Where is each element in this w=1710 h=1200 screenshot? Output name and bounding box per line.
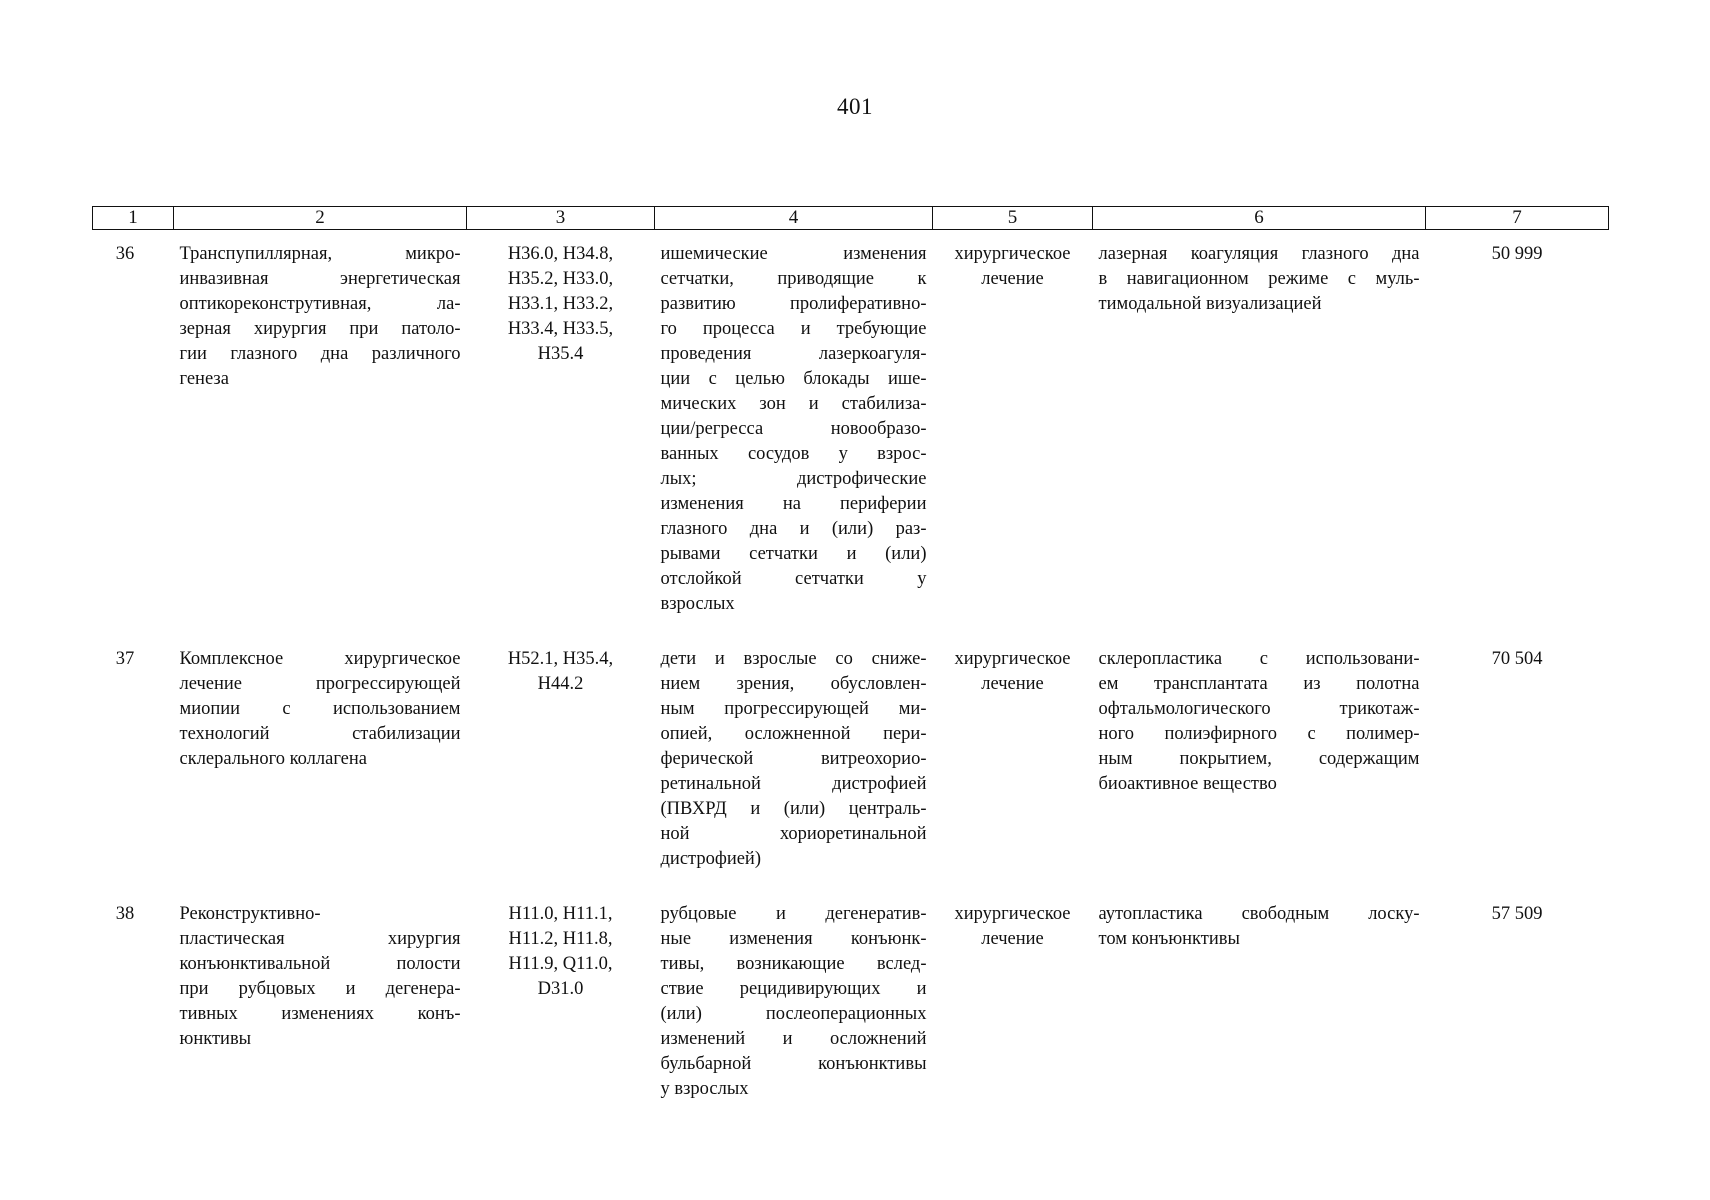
treatment-line: лечение xyxy=(981,674,1044,694)
name-line: при рубцовых и дегенера- xyxy=(179,979,461,999)
page-number: 401 xyxy=(837,94,873,119)
patient-line: сетчатки, приводящие к xyxy=(660,269,927,289)
treatment-method xyxy=(1093,230,1426,636)
patient-line: ретинальной дистрофией xyxy=(660,774,927,794)
name-line: Реконструктивно- xyxy=(179,904,321,924)
name-line: конъюнктивальной полости xyxy=(179,954,461,974)
method-line: офтальмологического трикотаж- xyxy=(1098,699,1420,719)
care-type-name xyxy=(174,635,467,890)
patient-line: бульбарной конъюнктивы xyxy=(660,1054,927,1074)
codes-line: H33.4, H33.5, xyxy=(507,319,614,339)
table-row xyxy=(93,890,1609,1120)
name-line: гии глазного дна различного xyxy=(179,344,461,364)
patient-line: изменения на периферии xyxy=(660,494,927,514)
name-line: пластическая хирургия xyxy=(179,929,461,949)
name-line: инвазивная энергетическая xyxy=(179,269,461,289)
method-line: в навигационном режиме с муль- xyxy=(1098,269,1420,289)
name-line: тивных изменениях конъ- xyxy=(179,1004,461,1024)
patient-line: у взрослых xyxy=(660,1079,749,1099)
patient-line: ции/регресса новообразо- xyxy=(660,419,927,439)
method-line: ного полиэфирного с полимер- xyxy=(1098,724,1420,744)
header-col-5: 5 xyxy=(933,207,1093,230)
name-line: миопии с использованием xyxy=(179,699,461,719)
patient-line: ферической витреохорио- xyxy=(660,749,927,769)
patient-line: лых; дистрофические xyxy=(660,469,927,489)
patient-line: (или) послеоперационных xyxy=(660,1004,927,1024)
name-line: генеза xyxy=(179,369,229,389)
name-line: склерального коллагена xyxy=(179,749,367,769)
table-header-row xyxy=(93,207,1609,230)
patient-line: ции с целью блокады ише- xyxy=(660,369,927,389)
header-col-1: 1 xyxy=(93,207,174,230)
patient-line: (ПВХРД и (или) централь- xyxy=(660,799,927,819)
patient-line: развитию пролиферативно- xyxy=(660,294,927,314)
patient-line: рывами сетчатки и (или) xyxy=(660,544,927,564)
method-line: тимодальной визуализацией xyxy=(1098,294,1322,314)
treatment-type xyxy=(933,635,1093,890)
treatment-line: лечение xyxy=(981,269,1044,289)
standard-cost: 50 999 xyxy=(1491,244,1543,264)
icd-codes xyxy=(467,230,655,636)
treatment-line: хирургическое xyxy=(954,649,1071,669)
row-number: 38 xyxy=(115,904,135,924)
codes-line: H35.2, H33.0, xyxy=(507,269,614,289)
patient-line: отслойкой сетчатки у xyxy=(660,569,927,589)
row-number: 37 xyxy=(115,649,135,669)
codes-line: H11.2, H11.8, xyxy=(508,929,613,949)
patient-line: го процесса и требующие xyxy=(660,319,927,339)
method-line: аутопластика свободным лоску- xyxy=(1098,904,1420,924)
treatment-type xyxy=(933,890,1093,1120)
codes-line: H35.4 xyxy=(537,344,584,364)
icd-codes xyxy=(467,890,655,1120)
care-type-name xyxy=(174,230,467,636)
treatment-line: хирургическое xyxy=(954,244,1071,264)
codes-line: H52.1, H35.4, xyxy=(507,649,614,669)
treatment-line: хирургическое xyxy=(954,904,1071,924)
codes-line: H36.0, H34.8, xyxy=(507,244,614,264)
patient-line: дети и взрослые со сниже- xyxy=(660,649,927,669)
treatment-line: лечение xyxy=(981,929,1044,949)
standard-cost: 70 504 xyxy=(1491,649,1543,669)
header-col-3: 3 xyxy=(467,207,655,230)
patient-line: тивы, возникающие вслед- xyxy=(660,954,927,974)
care-type-name xyxy=(174,890,467,1120)
patient-line: глазного дна и (или) раз- xyxy=(660,519,927,539)
patient-line: изменений и осложнений xyxy=(660,1029,927,1049)
patient-model xyxy=(655,635,933,890)
method-line: биоактивное вещество xyxy=(1098,774,1277,794)
header-col-6: 6 xyxy=(1093,207,1426,230)
codes-line: H33.1, H33.2, xyxy=(507,294,614,314)
patient-line: рубцовые и дегенератив- xyxy=(660,904,927,924)
standard-cost: 57 509 xyxy=(1491,904,1543,924)
method-line: лазерная коагуляция глазного дна xyxy=(1098,244,1420,264)
method-line: ным покрытием, содержащим xyxy=(1098,749,1420,769)
patient-model xyxy=(655,890,933,1120)
name-line: технологий стабилизации xyxy=(179,724,461,744)
patient-line: ишемические изменения xyxy=(660,244,927,264)
patient-line: дистрофией) xyxy=(660,849,761,869)
header-col-4: 4 xyxy=(655,207,933,230)
table-body xyxy=(93,230,1609,1121)
name-line: Комплексное хирургическое xyxy=(179,649,461,669)
header-col-2: 2 xyxy=(174,207,467,230)
patient-line: взрослых xyxy=(660,594,735,614)
patient-line: ванных сосудов у взрос- xyxy=(660,444,927,464)
method-line: том конъюнктивы xyxy=(1098,929,1240,949)
patient-model xyxy=(655,230,933,636)
patient-line: ной хориоретинальной xyxy=(660,824,927,844)
codes-line: H44.2 xyxy=(537,674,584,694)
row-number: 36 xyxy=(115,244,135,264)
name-line: оптикореконструтивная, ла- xyxy=(179,294,461,314)
patient-line: ствие рецидивирующих и xyxy=(660,979,927,999)
patient-line: проведения лазеркоагуля- xyxy=(660,344,927,364)
name-line: юнктивы xyxy=(179,1029,252,1049)
treatment-method xyxy=(1093,635,1426,890)
method-line: ем трансплантата из полотна xyxy=(1098,674,1420,694)
patient-line: ные изменения конъюнк- xyxy=(660,929,927,949)
table-row xyxy=(93,635,1609,890)
codes-line: D31.0 xyxy=(537,979,584,999)
patient-line: мических зон и стабилиза- xyxy=(660,394,927,414)
name-line: лечение прогрессирующей xyxy=(179,674,461,694)
treatment-method xyxy=(1093,890,1426,1120)
codes-line: H11.0, H11.1, xyxy=(508,904,613,924)
patient-line: нием зрения, обусловлен- xyxy=(660,674,927,694)
codes-line: H11.9, Q11.0, xyxy=(508,954,613,974)
patient-line: ным прогрессирующей ми- xyxy=(660,699,927,719)
name-line: Транспупиллярная, микро- xyxy=(179,244,461,264)
medical-care-table xyxy=(92,206,1609,1120)
icd-codes xyxy=(467,635,655,890)
name-line: зерная хирургия при патоло- xyxy=(179,319,461,339)
method-line: склеропластика с использовани- xyxy=(1098,649,1420,669)
patient-line: опией, осложненной пери- xyxy=(660,724,927,744)
header-col-7: 7 xyxy=(1426,207,1609,230)
treatment-type xyxy=(933,230,1093,636)
table-row xyxy=(93,230,1609,636)
